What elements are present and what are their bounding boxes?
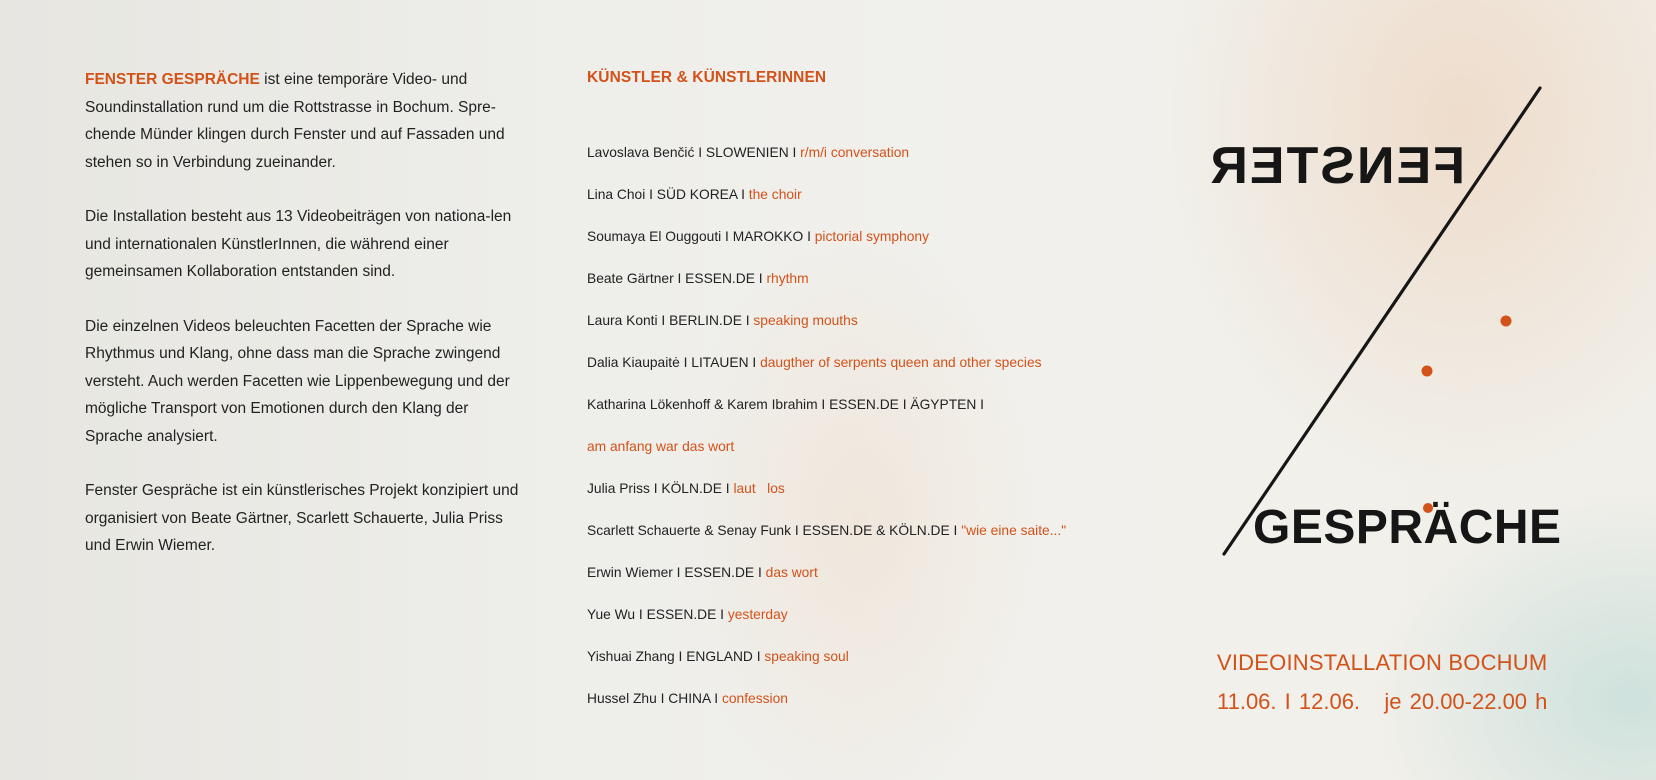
artist-row <box>587 394 1107 436</box>
artist-row <box>587 226 1107 268</box>
artist-work-title: speaking mouths <box>753 313 858 328</box>
artist-row <box>587 604 1107 646</box>
artist-row <box>587 646 1107 688</box>
artist-name: Beate Gärtner I ESSEN.DE I <box>587 271 767 286</box>
artist-name: Soumaya El Ouggouti I MAROKKO I <box>587 229 815 244</box>
intro-paragraph-4: Fenster Gespräche ist ein künstlerisches Projekt konzipiert und organisiert von Beate Gärtner, Scarlett Schauerte, Julia Priss und Erwin Wiemer. <box>85 482 519 554</box>
artist-row <box>587 352 1107 394</box>
artist-row <box>587 688 1107 730</box>
artist-work-title: "wie eine saite..." <box>961 523 1067 538</box>
artist-row <box>587 478 1107 520</box>
artist-work-title: r/m/i conversation <box>800 145 910 160</box>
event-title: VIDEOINSTALLATION BOCHUM <box>1217 650 1548 675</box>
artist-row <box>587 520 1107 562</box>
artist-row <box>587 184 1107 226</box>
artist-name: Yishuai Zhang I ENGLAND I <box>587 649 765 664</box>
artist-name: Lavoslava Benčić I SLOWENIEN I <box>587 145 801 160</box>
artist-name: Lina Choi I SÜD KOREA I <box>587 187 749 202</box>
artist-work-title: pictorial symphony <box>814 229 930 244</box>
event-info <box>1217 648 1557 717</box>
artist-name: Scarlett Schauerte & Senay Funk I ESSEN.DE & KÖLN.DE I <box>587 523 962 538</box>
artist-work-title: rhythm <box>766 271 809 286</box>
artist-work-title: yesterday <box>727 607 788 622</box>
artist-row <box>587 142 1107 184</box>
logo-word-fenster-mirrored: FENSTER <box>1208 137 1465 195</box>
artist-row <box>587 268 1107 310</box>
artist-work-title: am anfang war das wort <box>587 439 735 454</box>
intro-paragraph-2: Die Installation besteht aus 13 Videobeiträgen von nationa-len und internationalen KünstlerInnen, die während einer gemeinsamen Kollaboration entstanden sind. <box>85 208 512 280</box>
brand-name: FENSTER GESPRÄCHE <box>85 71 260 88</box>
artist-name: Erwin Wiemer I ESSEN.DE I <box>587 565 766 580</box>
artist-name: Yue Wu I ESSEN.DE I <box>587 607 728 622</box>
artist-name: Katharina Lökenhoff & Karem Ibrahim I ESSEN.DE I ÄGYPTEN I <box>587 397 988 412</box>
artists-heading: KÜNSTLER & KÜNSTLERINNEN <box>587 69 827 86</box>
intro-text <box>85 66 525 587</box>
intro-paragraph-1-text: ist eine temporäre Video- und Soundinstallation rund um die Rottstrasse in Bochum. Spre-chende Münder klingen durch Fenster und auf Fassaden und stehen so in Verbindung zueinander. <box>85 71 505 171</box>
artist-name: Julia Priss I KÖLN.DE I <box>587 481 734 496</box>
artist-name: Hussel Zhu I CHINA I <box>587 691 722 706</box>
artists-list <box>587 66 1107 730</box>
artist-rows <box>587 142 1107 730</box>
logo-word-gespraeche: GESPRÄCHE <box>1253 501 1562 554</box>
artist-work-title: das wort <box>765 565 818 580</box>
artist-work-title: daugther of serpents queen and other species <box>760 355 1042 370</box>
logo-dot-on-line <box>1422 366 1433 377</box>
artist-name: Dalia Kiaupaitė I LITAUEN I <box>587 355 761 370</box>
artist-name: Laura Konti I BERLIN.DE I <box>587 313 754 328</box>
artist-work-title: speaking soul <box>764 649 849 664</box>
artist-work-title: confession <box>721 691 788 706</box>
artist-row <box>587 562 1107 604</box>
artist-row <box>587 436 1107 478</box>
artist-work-title: the choir <box>748 187 802 202</box>
intro-paragraph-1 <box>85 66 525 176</box>
event-dates: 11.06. I 12.06. je 20.00-22.00 h <box>1217 689 1548 714</box>
logo-dot-right <box>1501 316 1512 327</box>
artist-row <box>587 310 1107 352</box>
artist-work-title: laut los <box>733 481 785 496</box>
intro-paragraph-3: Die einzelnen Videos beleuchten Facetten der Sprache wie Rhythmus und Klang, ohne dass man die Sprache zwingend versteht. Auch werden Facetten wie Lippenbewegung und der mögliche Transport von Emotionen durch den Klang der Sprache analysiert. <box>85 317 510 445</box>
fenster-gespraeche-logo <box>1200 80 1580 560</box>
